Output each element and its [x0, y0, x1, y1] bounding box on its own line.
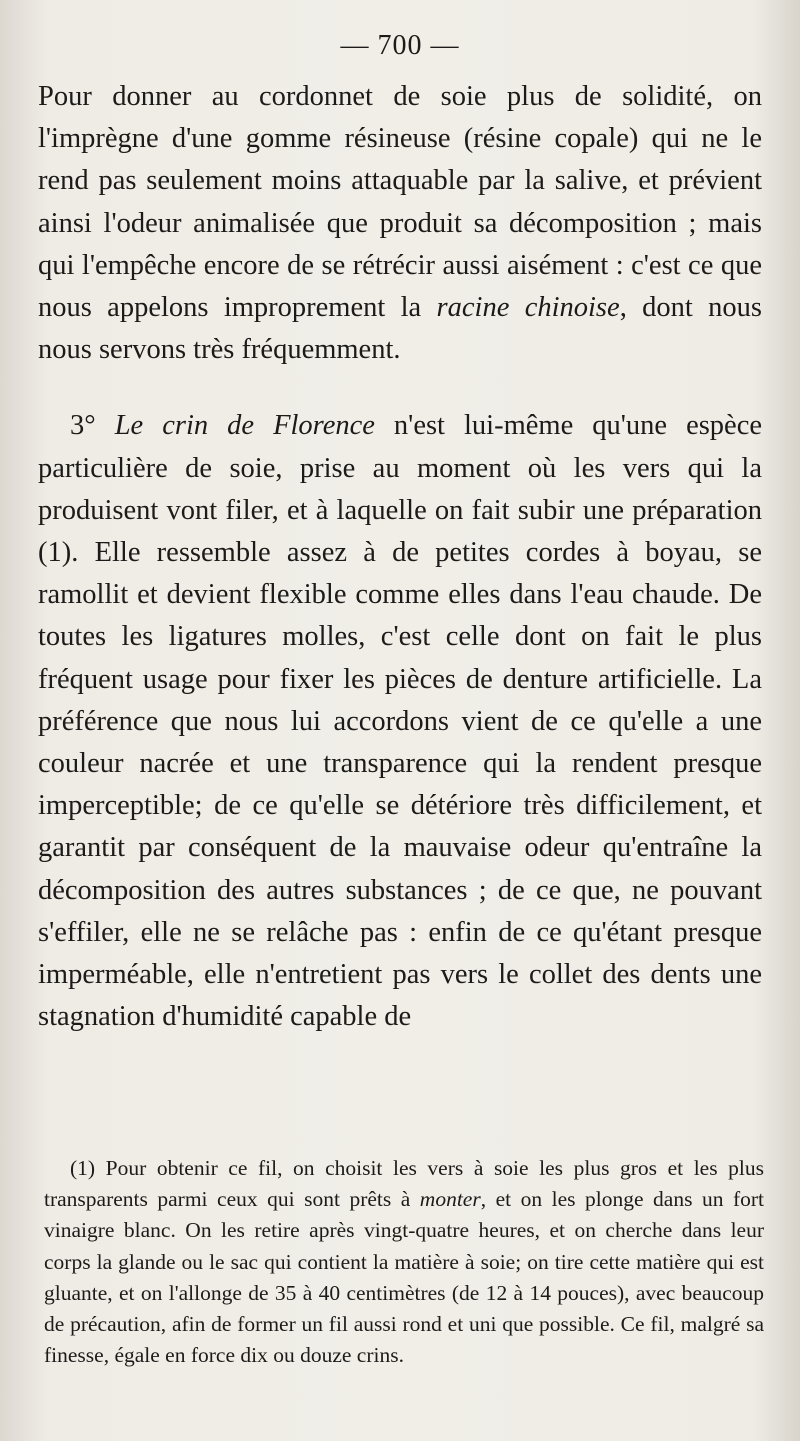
- footnote-text-a: (1) Pour obtenir ce fil, on choisit les vers à soie les plus gros et les plus transparents parmi ceux qui sont prêts à: [44, 1156, 764, 1212]
- paragraph-2-italic-term: Le crin de Florence: [114, 410, 375, 442]
- footnote-text: [44, 1153, 764, 1371]
- paragraph-2-number: 3°: [70, 410, 96, 442]
- paragraph-2-text: n'est lui-même qu'une espèce particulière de soie, prise au moment où les vers qui la produisent vont filer, et à laquelle on fait subir une préparation (1). Elle ressemble assez à de petites cordes à boyau, se ramollit et devient flexible comme elles dans l'eau chaude. De toutes les ligatures molles, c'est celle dont on fait le plus fréquent usage pour fixer les pièces de denture artificielle. La préférence que nous lui accordons vient de ce qu'elle a une couleur nacrée et une transparence qui la rendent presque imperceptible; de ce qu'elle se détériore très difficilement, et garantit par conséquent de la mauvaise odeur qu'entraîne la décomposition des autres substances ; de ce que, ne pouvant s'effiler, elle ne se relâche pas : enfin de ce qu'étant presque imperméable, elle n'entretient pas vers le collet des dents une stagnation d'humidité capable de: [38, 410, 763, 1033]
- paragraph-crin-de-florence: [38, 405, 762, 1038]
- paragraph-1-text-b: , dont nous nous servons très fréquemment.: [38, 292, 763, 366]
- main-text: [38, 76, 762, 1038]
- paragraph-1-text-a: Pour donner au cordonnet de soie plus de solidité, on l'imprègne d'une gomme résineuse (résine copale) qui ne le rend pas seulement moins attaquable par la salive, et prévient ainsi l'odeur animalisée que produit sa décomposition ; mais qui l'empêche encore de se rétrécir aussi aisément : c'est ce que nous appelons improprement la: [38, 81, 762, 324]
- paragraph-racine-chinoise: [38, 76, 762, 371]
- footnote-text-b: , et on les plonge dans un fort vinaigre blanc. On les retire après vingt-quatre heures, et on cherche dans leur corps la glande ou le sac qui contient la matière à soie; on tire cette matière qui est gluante, et on l'allonge de 35 à 40 centimètres (de 12 à 14 pouces), avec beaucoup de précaution, afin de former un fil aussi rond et uni que possible. Ce fil, malgré sa finesse, égale en force dix ou douze crins.: [44, 1187, 764, 1368]
- footnote-italic-term: monter: [419, 1187, 481, 1212]
- footnote: [44, 1153, 764, 1371]
- paragraph-1-italic-term: racine chinoise: [436, 292, 620, 324]
- page-number: — 700 —: [340, 30, 460, 61]
